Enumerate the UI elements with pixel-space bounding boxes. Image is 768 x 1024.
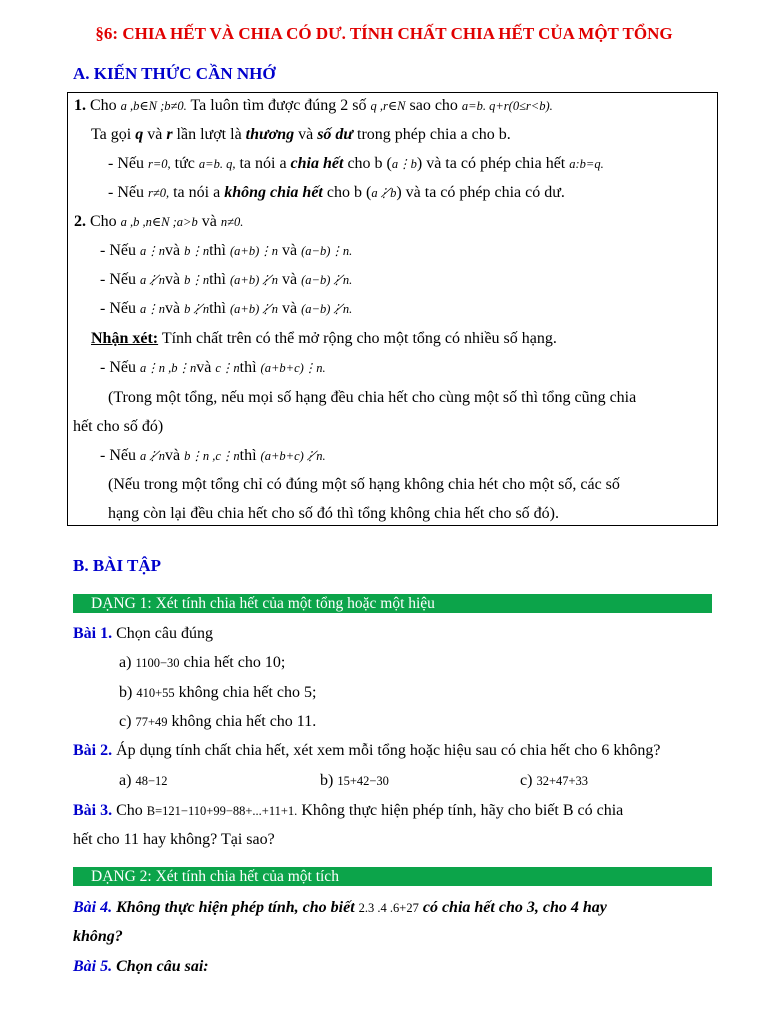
extension-note-1a: (Trong một tổng, nếu mọi số hạng đều chia hết cho cùng một số thì tổng cũng chia [108,389,637,406]
exercise-5: Bài 5. Chọn câu sai: [73,958,209,975]
extension-note-2a: (Nếu trong một tổng chỉ có đúng một số hạng không chia hét cho một số, các số [108,476,620,493]
remark-line: Nhận xét: Tính chất trên có thể mở rộng cho một tổng có nhiều số hạng. [91,330,557,347]
extension-note-2b: hạng còn lại đều chia hết cho số đó thì tổng không chia hết cho số đó). [108,505,560,522]
remainder-case-line: - Nếu r≠0, ta nói a không chia hết cho b (a⋮̸b) và ta có phép chia có dư. [108,184,565,201]
exercise-1-option-b: b) 410+55 không chia hết cho 5; [119,684,317,701]
extension-line-2: - Nếu a⋮̸nvà b⋮n ,c⋮nthì (a+b+c)⋮̸n. [100,447,326,464]
exercise-4-line-2: không? [73,928,123,945]
extension-line-1: - Nếu a⋮n ,b⋮nvà c⋮nthì (a+b+c)⋮n. [100,359,326,376]
exercise-2: Bài 2. Áp dụng tính chất chia hết, xét xem mỗi tổng hoặc hiệu sau có chia hết cho 6 không? [73,742,661,759]
extension-note-1b: hết cho số đó) [73,418,164,435]
exercise-2-option-b: b) 15+42−30 [320,772,389,789]
exercise-4: Bài 4. Không thực hiện phép tính, cho biết 2.3 .4 .6+27 có chia hết cho 3, cho 4 hay [73,899,607,916]
exercise-1-option-c: c) 77+49 không chia hết cho 11. [119,713,317,730]
dang-2-band: DẠNG 2: Xét tính chia hết của một tích [73,867,712,886]
property-line-3: - Nếu a⋮nvà b⋮̸nthì (a+b)⋮̸n và (a−b)⋮̸n. [100,300,353,317]
item-2-line: 2. Cho a ,b ,n∈N ;a>b và n≠0. [74,213,244,230]
exercise-2-option-a: a) 48−12 [119,772,168,789]
exercise-1: Bài 1. Chọn câu đúng [73,625,213,642]
exercise-3-line-2: hết cho 11 hay không? Tại sao? [73,831,275,848]
exercise-2-option-c: c) 32+47+33 [520,772,589,789]
section-a-heading: A. KIẾN THỨC CẦN NHỚ [73,64,276,83]
definition-line: Ta gọi q và r lần lượt là thương và số dư trong phép chia a cho b. [91,126,511,143]
section-b-heading: B. BÀI TẬP [73,556,162,575]
dang-1-band: DẠNG 1: Xét tính chia hết của một tổng hoặc một hiệu [73,594,712,613]
divisible-case-line: - Nếu r=0, tức a=b. q, ta nói a chia hết cho b (a⋮b) và ta có phép chia hết a:b=q. [108,155,604,172]
exercise-3: Bài 3. Cho B=121−110+99−88+...+11+1. Không thực hiện phép tính, hãy cho biết B có chia [73,802,624,819]
exercise-1-option-a: a) 1100−30 chia hết cho 10; [119,654,286,671]
page-title: §6: CHIA HẾT VÀ CHIA CÓ DƯ. TÍNH CHẤT CHIA HẾT CỦA MỘT TỔNG [95,24,673,43]
property-line-2: - Nếu a⋮̸nvà b⋮nthì (a+b)⋮̸n và (a−b)⋮̸n. [100,271,353,288]
item-1-line: 1. Cho a ,b∈N ;b≠0. Ta luôn tìm được đúng 2 số q ,r∈N sao cho a=b. q+r(0≤r<b). [74,97,553,114]
property-line-1: - Nếu a⋮nvà b⋮nthì (a+b)⋮n và (a−b)⋮n. [100,242,353,259]
